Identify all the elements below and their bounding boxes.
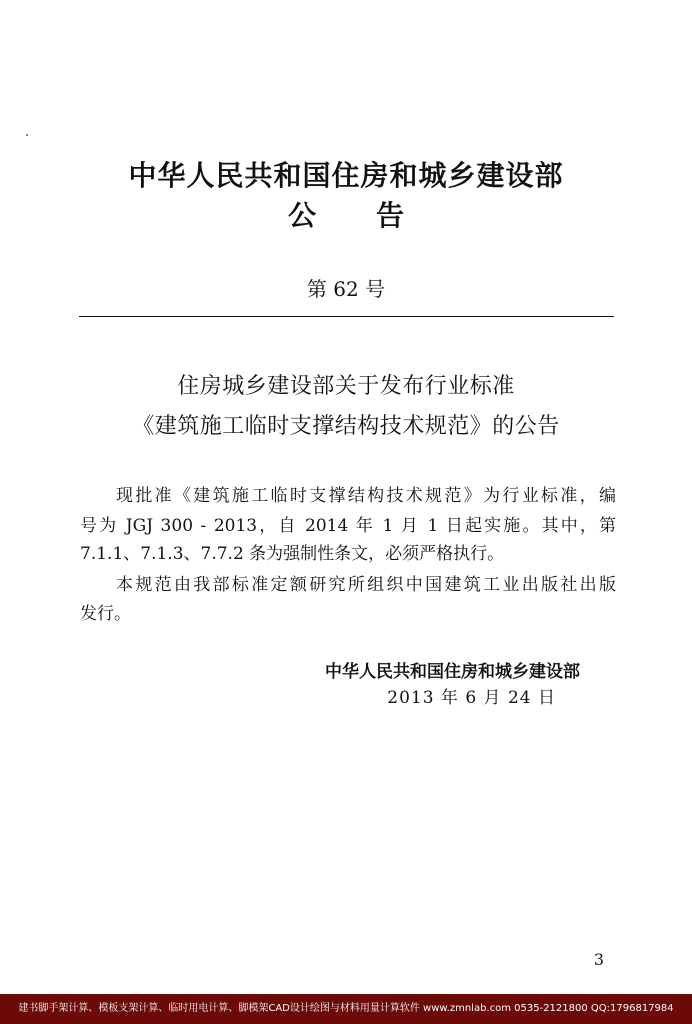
notice-number: 第 62 号 bbox=[306, 277, 386, 301]
body-paragraph-1-line-3: 7.1.1、7.1.3、7.7.2 条为强制性条文，必须严格执行。 bbox=[80, 544, 505, 564]
signature-organization: 中华人民共和国住房和城乡建设部 bbox=[325, 662, 580, 682]
notice-title: 公告 bbox=[287, 199, 464, 232]
body-paragraph-1-line-2: 号为 JGJ 300 - 2013，自 2014 年 1 月 1 日起实施。其中，第 bbox=[80, 516, 616, 536]
footer-banner bbox=[0, 994, 692, 1024]
announcement-heading-line-2: 《建筑施工临时支撑结构技术规范》的公告 bbox=[132, 414, 560, 439]
body-paragraph-1-line-1: 现批准《建筑施工临时支撑结构技术规范》为行业标准，编 bbox=[116, 486, 616, 506]
announcement-heading-line-1: 住房城乡建设部关于发布行业标准 bbox=[177, 374, 515, 399]
body-paragraph-2-line-2: 发行。 bbox=[80, 604, 131, 624]
signature-date: 2013 年 6 月 24 日 bbox=[387, 688, 556, 708]
scan-speck bbox=[26, 134, 28, 136]
ministry-title: 中华人民共和国住房和城乡建设部 bbox=[128, 159, 564, 192]
page-number: 3 bbox=[593, 950, 604, 969]
body-paragraph-2-line-1: 本规范由我部标准定额研究所组织中国建筑工业出版社出版 bbox=[116, 575, 616, 595]
horizontal-rule bbox=[79, 316, 614, 317]
footer-banner-text: 建书脚手架计算、模板支架计算、临时用电计算、脚模架CAD设计绘图与材料用量计算软件 www.zmnlab.com 0535-2121800 QQ:1796817984 bbox=[18, 1003, 674, 1014]
